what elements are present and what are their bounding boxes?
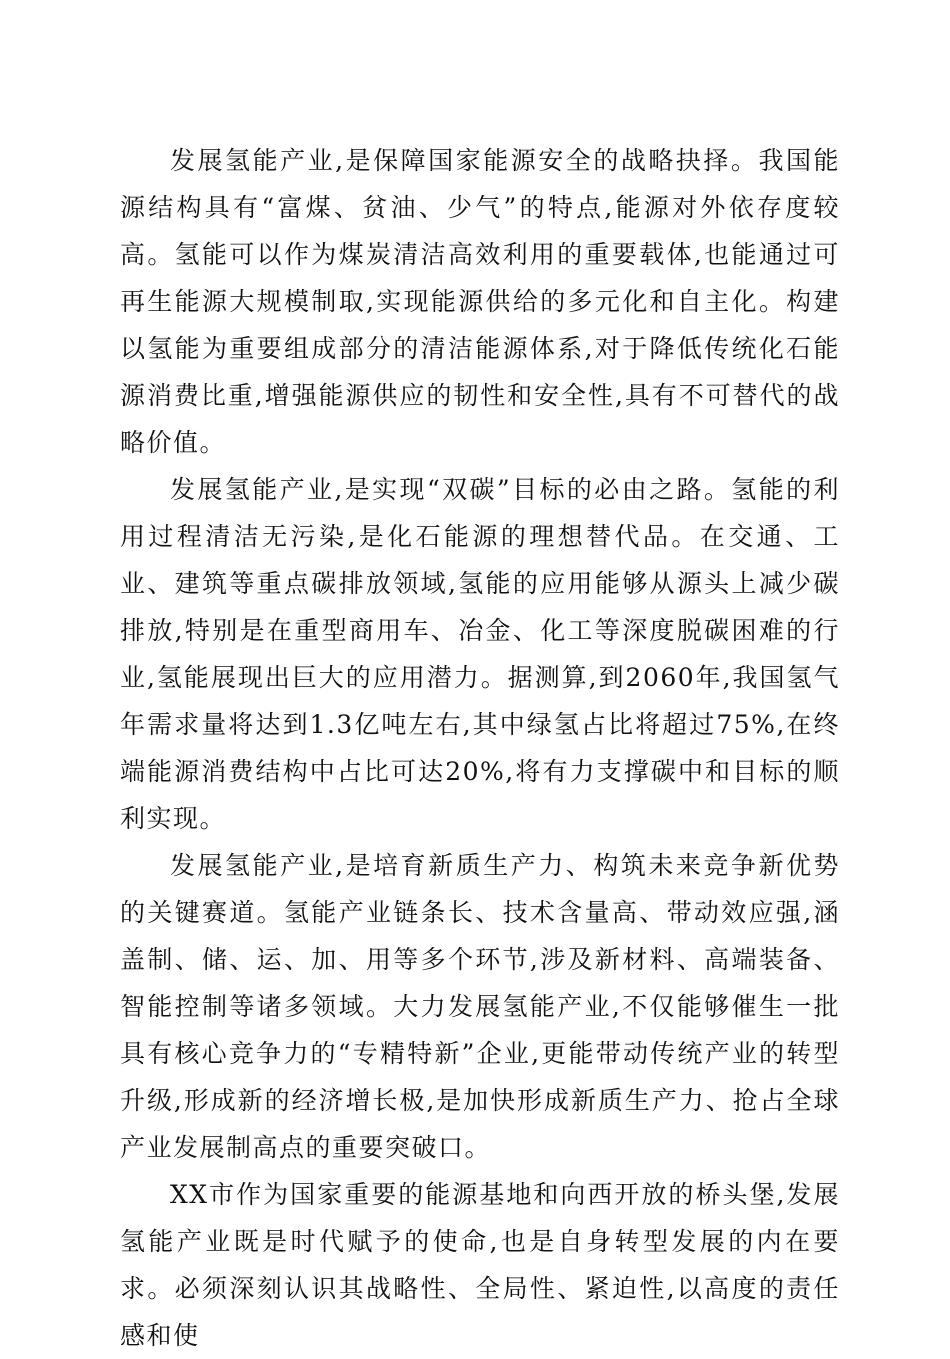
document-body (120, 137, 840, 1359)
paragraph-new-productivity: 发展氢能产业,是培育新质生产力、构筑未来竞争新优势的关键赛道。氢能产业链条长、技术含量高、带动效应强,涵盖制、储、运、加、用等多个环节,涉及新材料、高端装备、智能控制等诸多领域。大力发展氢能产业,不仅能够催生一批具有核心竞争力的“专精特新”企业,更能带动传统产业的转型升级,形成新的经济增长极,是加快形成新质生产力、抢占全球产业发展制高点的重要突破口。 (120, 851, 840, 1162)
paragraph-energy-security: 发展氢能产业,是保障国家能源安全的战略抉择。我国能源结构具有“富煤、贫油、少气”的特点,能源对外依存度较高。氢能可以作为煤炭清洁高效利用的重要载体,也能通过可再生能源大规模制取,实现能源供给的多元化和自主化。构建以氢能为重要组成部分的清洁能源体系,对于降低传统化石能源消费比重,增强能源供应的韧性和安全性,具有不可替代的战略价值。 (120, 146, 840, 457)
paragraph-dual-carbon: 发展氢能产业,是实现“双碳”目标的必由之路。氢能的利用过程清洁无污染,是化石能源的理想替代品。在交通、工业、建筑等重点碳排放领域,氢能的应用能够从源头上减少碳排放,特别是在重型商用车、冶金、化工等深度脱碳困难的行业,氢能展现出巨大的应用潜力。据测算,到2060年,我国氢气年需求量将达到1.3亿吨左右,其中绿氢占比将超过75%,在终端能源消费结构中占比可达20%,将有力支撑碳中和目标的顺利实现。 (120, 475, 840, 833)
paragraph-city-mission: XX市作为国家重要的能源基地和向西开放的桥头堡,发展氢能产业既是时代赋予的使命,也是自身转型发展的内在要求。必须深刻认识其战略性、全局性、紧迫性,以高度的责任感和使 (120, 1180, 840, 1350)
